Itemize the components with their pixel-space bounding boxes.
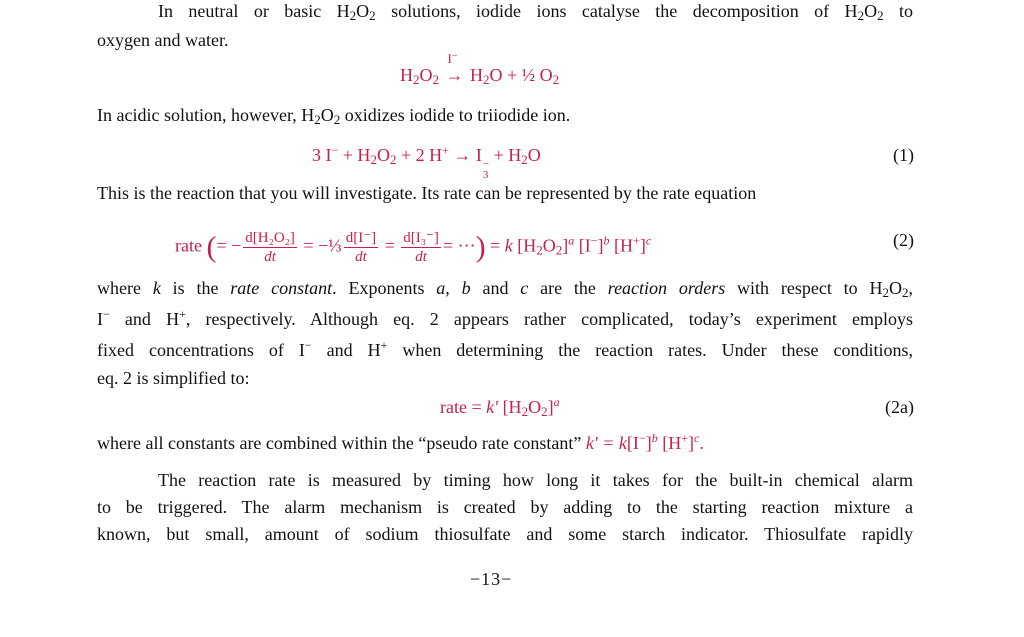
text-line: fixed concentrations of I− and H+ when determining the reaction rates. Under these conditions, bbox=[97, 338, 913, 360]
equation-number: (2) bbox=[893, 230, 914, 250]
text-line: to be triggered. The alarm mechanism is created by adding to the starting reaction mixture a bbox=[97, 497, 913, 517]
text-line: oxygen and water. bbox=[97, 30, 229, 50]
equation-number: (1) bbox=[893, 145, 914, 165]
text-line: The reaction rate is measured by timing how long it takes for the built-in chemical alarm bbox=[158, 470, 913, 490]
equation-2a: rate = k′ $[H_2O_2]^a$ bbox=[440, 395, 560, 419]
text-line: where k is the rate constant. Exponents a, b and c are the reaction orders with respect to $H_2O_2$, bbox=[97, 278, 914, 300]
text-line: I− and H+, respectively. Although eq. 2 appears rather complicated, today’s experiment employs bbox=[97, 307, 913, 329]
triiodide-scripts: − 3 bbox=[482, 158, 490, 181]
text-line: In acidic solution, however, $H_2O_2$ oxidizes iodide to triiodide ion. bbox=[97, 105, 571, 127]
equation-1: 3 $I^- + H_2O_2 + 2$ H+ → I − 3 + $H_2O$ bbox=[312, 143, 541, 181]
page-number: −13− bbox=[470, 569, 513, 589]
text-line: eq. 2 is simplified to: bbox=[97, 368, 250, 388]
equation-number: (2a) bbox=[885, 397, 914, 417]
text-line: This is the reaction that you will investigate. Its rate can be represented by the rate equation bbox=[97, 183, 757, 203]
text-line: known, but small, amount of sodium thiosulfate and some starch indicator. Thiosulfate rapidly bbox=[97, 524, 913, 544]
text-line: In neutral or basic $H_2O_2$ solutions, iodide ions catalyse the decomposition of $H_2O_2$ to bbox=[158, 1, 913, 23]
text-line: where all constants are combined within the “pseudo rate constant” $k' = k[I^-]^b$ $[H^+]^c$. bbox=[97, 431, 704, 453]
equation-2-rate: rate (= − $\frac{\text{d[H₂O₂]}}{dt}$ = −⅓ $\frac{d[I^-]}{dt}$ = $\frac{\text{d[I₃⁻]}}{dt}$ = ⋯) = k $[H_2O_2]^a$ $[I^-]^b$ $[H^+]^c$ bbox=[175, 230, 652, 265]
catalyst-label: I− bbox=[447, 51, 458, 66]
equation-decomposition: $H_2O_2$ I− → $H_2O$ + ½ $O_2$ bbox=[400, 51, 560, 87]
